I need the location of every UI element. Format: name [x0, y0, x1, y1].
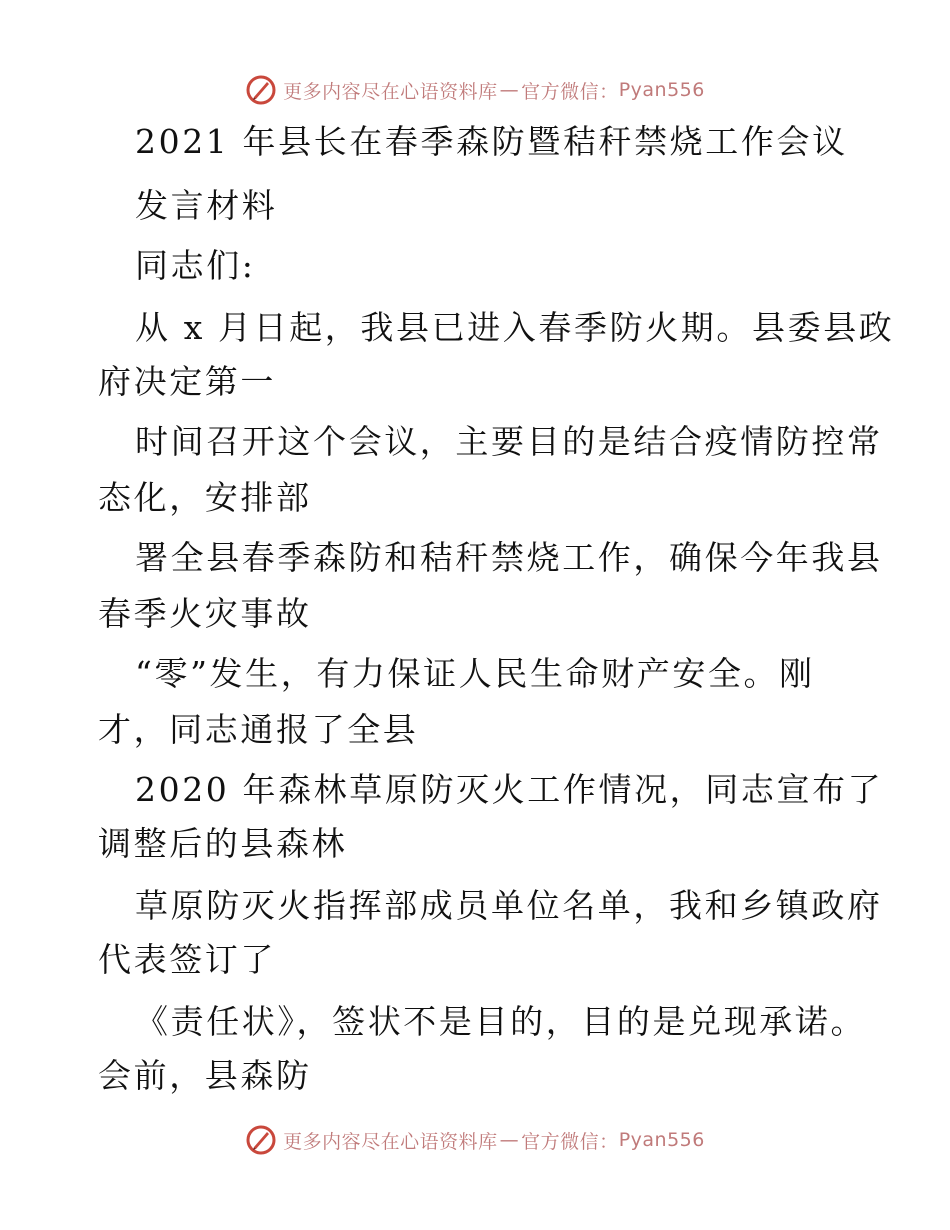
watermark-dash: —: [499, 1129, 520, 1151]
quill-logo-icon: [245, 1124, 277, 1156]
watermark-contact-id: Pyan556: [618, 1129, 705, 1151]
watermark-contact-label: 官方微信：: [521, 1130, 619, 1153]
paragraph-line: 时间召开这个会议，主要目的是结合疫情防控常: [135, 422, 883, 461]
paragraph-line: 代表签订了: [98, 940, 276, 979]
paragraph-line: 才，同志通报了全县: [98, 710, 419, 749]
paragraph-line: 调整后的县森林: [98, 824, 348, 863]
footer-watermark: [0, 1120, 950, 1160]
watermark-text: 更多内容尽在心语资料库: [283, 1130, 498, 1153]
paragraph-line: 署全县春季森防和秸秆禁烧工作，确保今年我县: [135, 538, 883, 577]
paragraph-line: 会前，县森防: [98, 1056, 312, 1095]
watermark-dash: —: [499, 79, 520, 101]
paragraph-line: 态化，安排部: [98, 478, 312, 517]
paragraph-line: “零”发生，有力保证人民生命财产安全。刚: [135, 654, 815, 693]
header-watermark: [0, 70, 950, 110]
document-title-line-2: 发言材料: [135, 186, 278, 225]
salutation: 同志们:: [135, 246, 256, 285]
watermark-text: 更多内容尽在心语资料库: [283, 80, 498, 103]
paragraph-line: 《责任状》，签状不是目的，目的是兑现承诺。: [135, 1002, 867, 1041]
paragraph-line: 草原防灭火指挥部成员单位名单，我和乡镇政府: [135, 886, 883, 925]
paragraph-line: 府决定第一: [98, 362, 276, 401]
paragraph-line: 从 x 月日起，我县已进入春季防火期。县委县政: [135, 308, 895, 347]
watermark-contact-label: 官方微信：: [521, 80, 619, 103]
document-title-line-1: 2021 年县长在春季森防暨秸秆禁烧工作会议: [135, 122, 848, 161]
watermark-contact-id: Pyan556: [618, 79, 705, 101]
quill-logo-icon: [245, 74, 277, 106]
paragraph-line: 2020 年森林草原防灭火工作情况，同志宣布了: [135, 770, 884, 809]
paragraph-line: 春季火灾事故: [98, 594, 312, 633]
